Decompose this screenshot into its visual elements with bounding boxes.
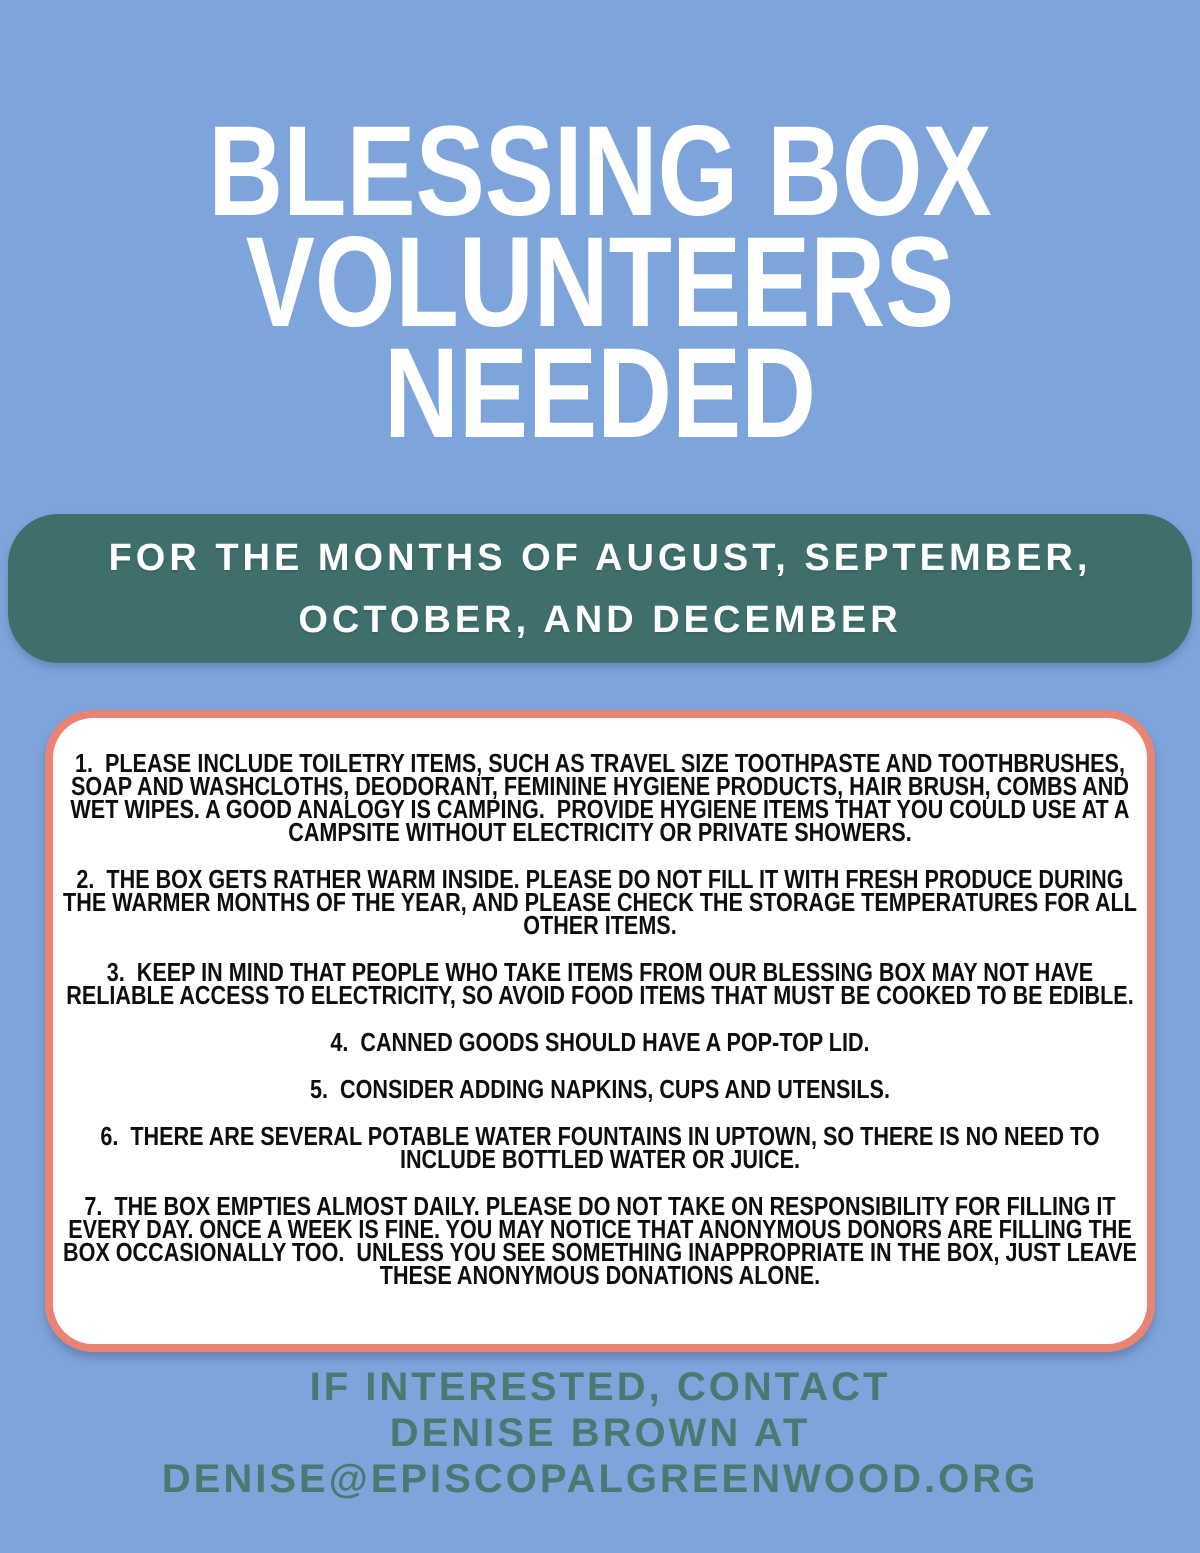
guideline-item-2: 2. THE BOX GETS RATHER WARM INSIDE. PLEASE DO NOT FILL IT WITH FRESH PRODUCE DURING THE WARMER MONTHS OF THE YEAR, AND PLEASE CHECK THE STORAGE TEMPERATURES FOR ALL OTHER ITEMS. [63, 864, 1143, 940]
title-line-3: NEEDED [383, 322, 817, 465]
contact-info [0, 1364, 1200, 1502]
guideline-item-3: 3. KEEP IN MIND THAT PEOPLE WHO TAKE ITEMS FROM OUR BLESSING BOX MAY NOT HAVE RELIABLE ACCESS TO ELECTRICITY, SO AVOID FOOD ITEMS THAT MUST BE COOKED TO BE EDIBLE. [66, 957, 1134, 1010]
contact-line-2: DENISE BROWN AT [389, 1411, 811, 1455]
contact-email: DENISE@EPISCOPALGREENWOOD.ORG [161, 1457, 1039, 1501]
poster-title [0, 100, 1200, 465]
guideline-item-7: 7. THE BOX EMPTIES ALMOST DAILY. PLEASE DO NOT TAKE ON RESPONSIBILITY FOR FILLING IT EVERY DAY. ONCE A WEEK IS FINE. YOU MAY NOTICE THAT ANONYMOUS DONORS ARE FILLING THE BOX OCCASIONALLY TOO. UNLESS YOU SEE SOMETHING INAPPROPRIATE IN THE BOX, JUST LEAVE THESE ANONYMOUS DONATIONS ALONE. [63, 1191, 1143, 1290]
guideline-item-5: 5. CONSIDER ADDING NAPKINS, CUPS AND UTENSILS. [310, 1074, 890, 1104]
banner-line-2: OCTOBER, AND DECEMBER [298, 598, 902, 641]
title-line-1: BLESSING BOX [208, 100, 992, 243]
months-banner [8, 514, 1192, 663]
title-line-2: VOLUNTEERS [245, 211, 955, 354]
contact-line-1: IF INTERESTED, CONTACT [309, 1365, 891, 1409]
guideline-item-6: 6. THERE ARE SEVERAL POTABLE WATER FOUNTAINS IN UPTOWN, SO THERE IS NO NEED TO INCLUDE BOTTLED WATER OR JUICE. [100, 1121, 1106, 1174]
guideline-item-1: 1. PLEASE INCLUDE TOILETRY ITEMS, SUCH AS TRAVEL SIZE TOOTHPASTE AND TOOTHBRUSHES, SOAP AND WASHCLOTHS, DEODORANT, FEMININE HYGIENE PRODUCTS, HAIR BRUSH, COMBS AND WET WIPES. A GOOD ANALOGY IS CAMPING. PROVIDE HYGIENE ITEMS THAT YOU COULD USE AT A CAMPSITE WITHOUT ELECTRICITY OR PRIVATE SHOWERS. [70, 748, 1136, 847]
guidelines-card [45, 710, 1155, 1352]
guideline-item-4: 4. CANNED GOODS SHOULD HAVE A POP-TOP LID. [330, 1027, 870, 1057]
banner-line-1: FOR THE MONTHS OF AUGUST, SEPTEMBER, [108, 536, 1092, 579]
